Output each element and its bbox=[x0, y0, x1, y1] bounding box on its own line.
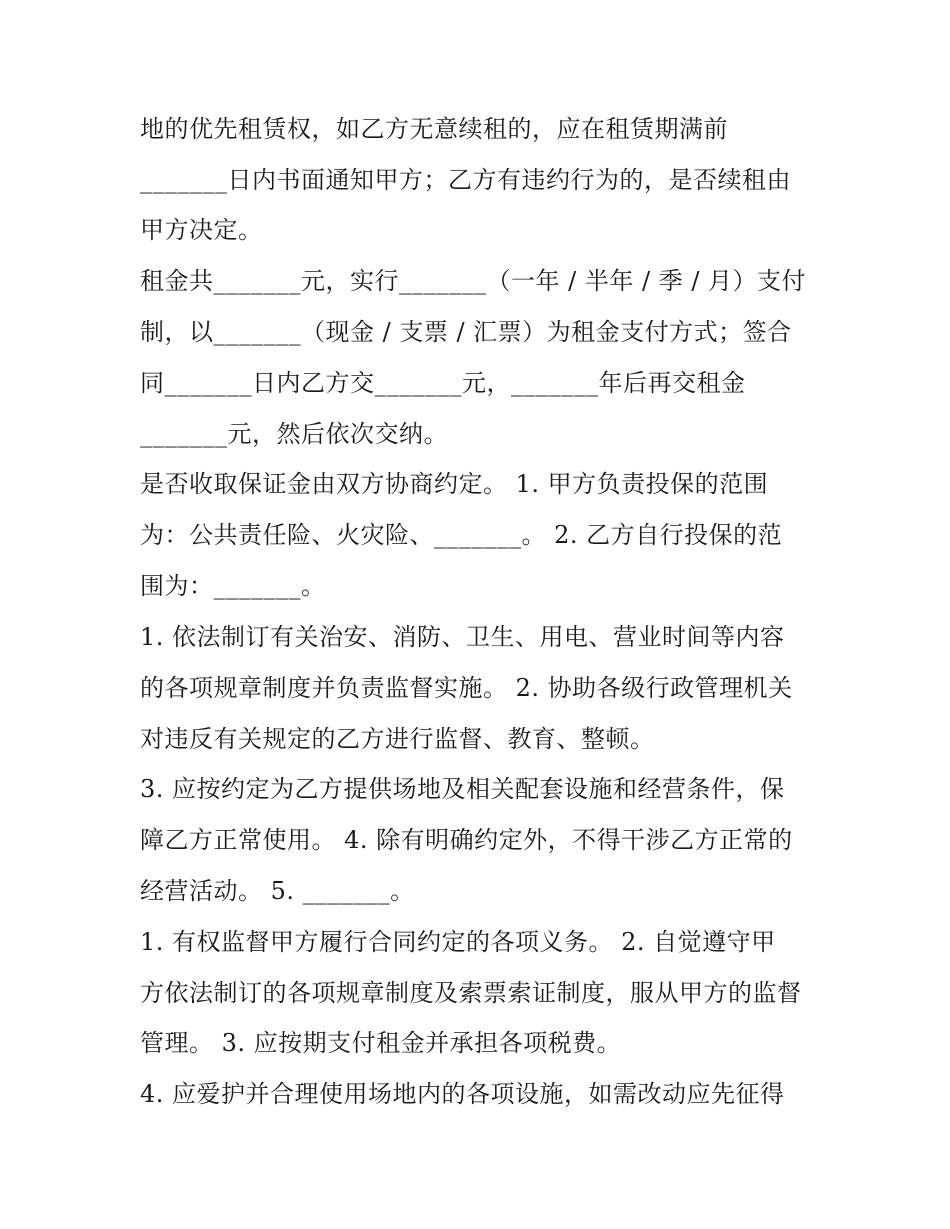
text-line: _______日内书面通知甲方；乙方有违约行为的，是否续租由 bbox=[140, 166, 791, 194]
text-line: 3. 应按约定为乙方提供场地及相关配套设施和经营条件，保 bbox=[140, 775, 785, 803]
text-line: 租金共_______元，实行_______（一年 / 半年 / 季 / 月）支付 bbox=[140, 267, 807, 295]
text-line: 制，以_______（现金 / 支票 / 汇票）为租金支付方式；签合 bbox=[140, 318, 792, 346]
text-line: 甲方决定。 bbox=[140, 216, 263, 244]
text-line: 1. 依法制订有关治安、消防、卫生、用电、营业时间等内容 bbox=[140, 623, 785, 651]
text-line: 是否收取保证金由双方协商约定。 1. 甲方负责投保的范围 bbox=[140, 470, 769, 498]
text-line: 地的优先租赁权，如乙方无意续租的，应在租赁期满前 bbox=[140, 115, 728, 143]
text-line: 管理。 3. 应按期支付租金并承担各项税费。 bbox=[140, 1029, 622, 1057]
text-line: 1. 有权监督甲方履行合同约定的各项义务。 2. 自觉遵守甲 bbox=[140, 928, 776, 956]
text-line: 方依法制订的各项规章制度及索票索证制度，服从甲方的监督 bbox=[140, 979, 802, 1007]
text-line: 同_______日内乙方交_______元，_______年后再交租金 bbox=[140, 369, 746, 397]
text-line: 对违反有关规定的乙方进行监督、教育、整顿。 bbox=[140, 725, 655, 753]
text-line: 为：公共责任险、火灾险、_______。 2. 乙方自行投保的范 bbox=[140, 521, 783, 549]
text-line: 的各项规章制度并负责监督实施。 2. 协助各级行政管理机关 bbox=[140, 674, 793, 702]
text-line: 障乙方正常使用。 4. 除有明确约定外，不得干涉乙方正常的 bbox=[140, 826, 793, 854]
text-line: 围为：_______。 bbox=[140, 572, 326, 600]
text-line: _______元，然后依次交纳。 bbox=[140, 420, 448, 448]
text-line: 经营活动。 5. _______。 bbox=[140, 877, 415, 905]
text-line: 4. 应爱护并合理使用场地内的各项设施，如需改动应先征得 bbox=[140, 1080, 785, 1108]
